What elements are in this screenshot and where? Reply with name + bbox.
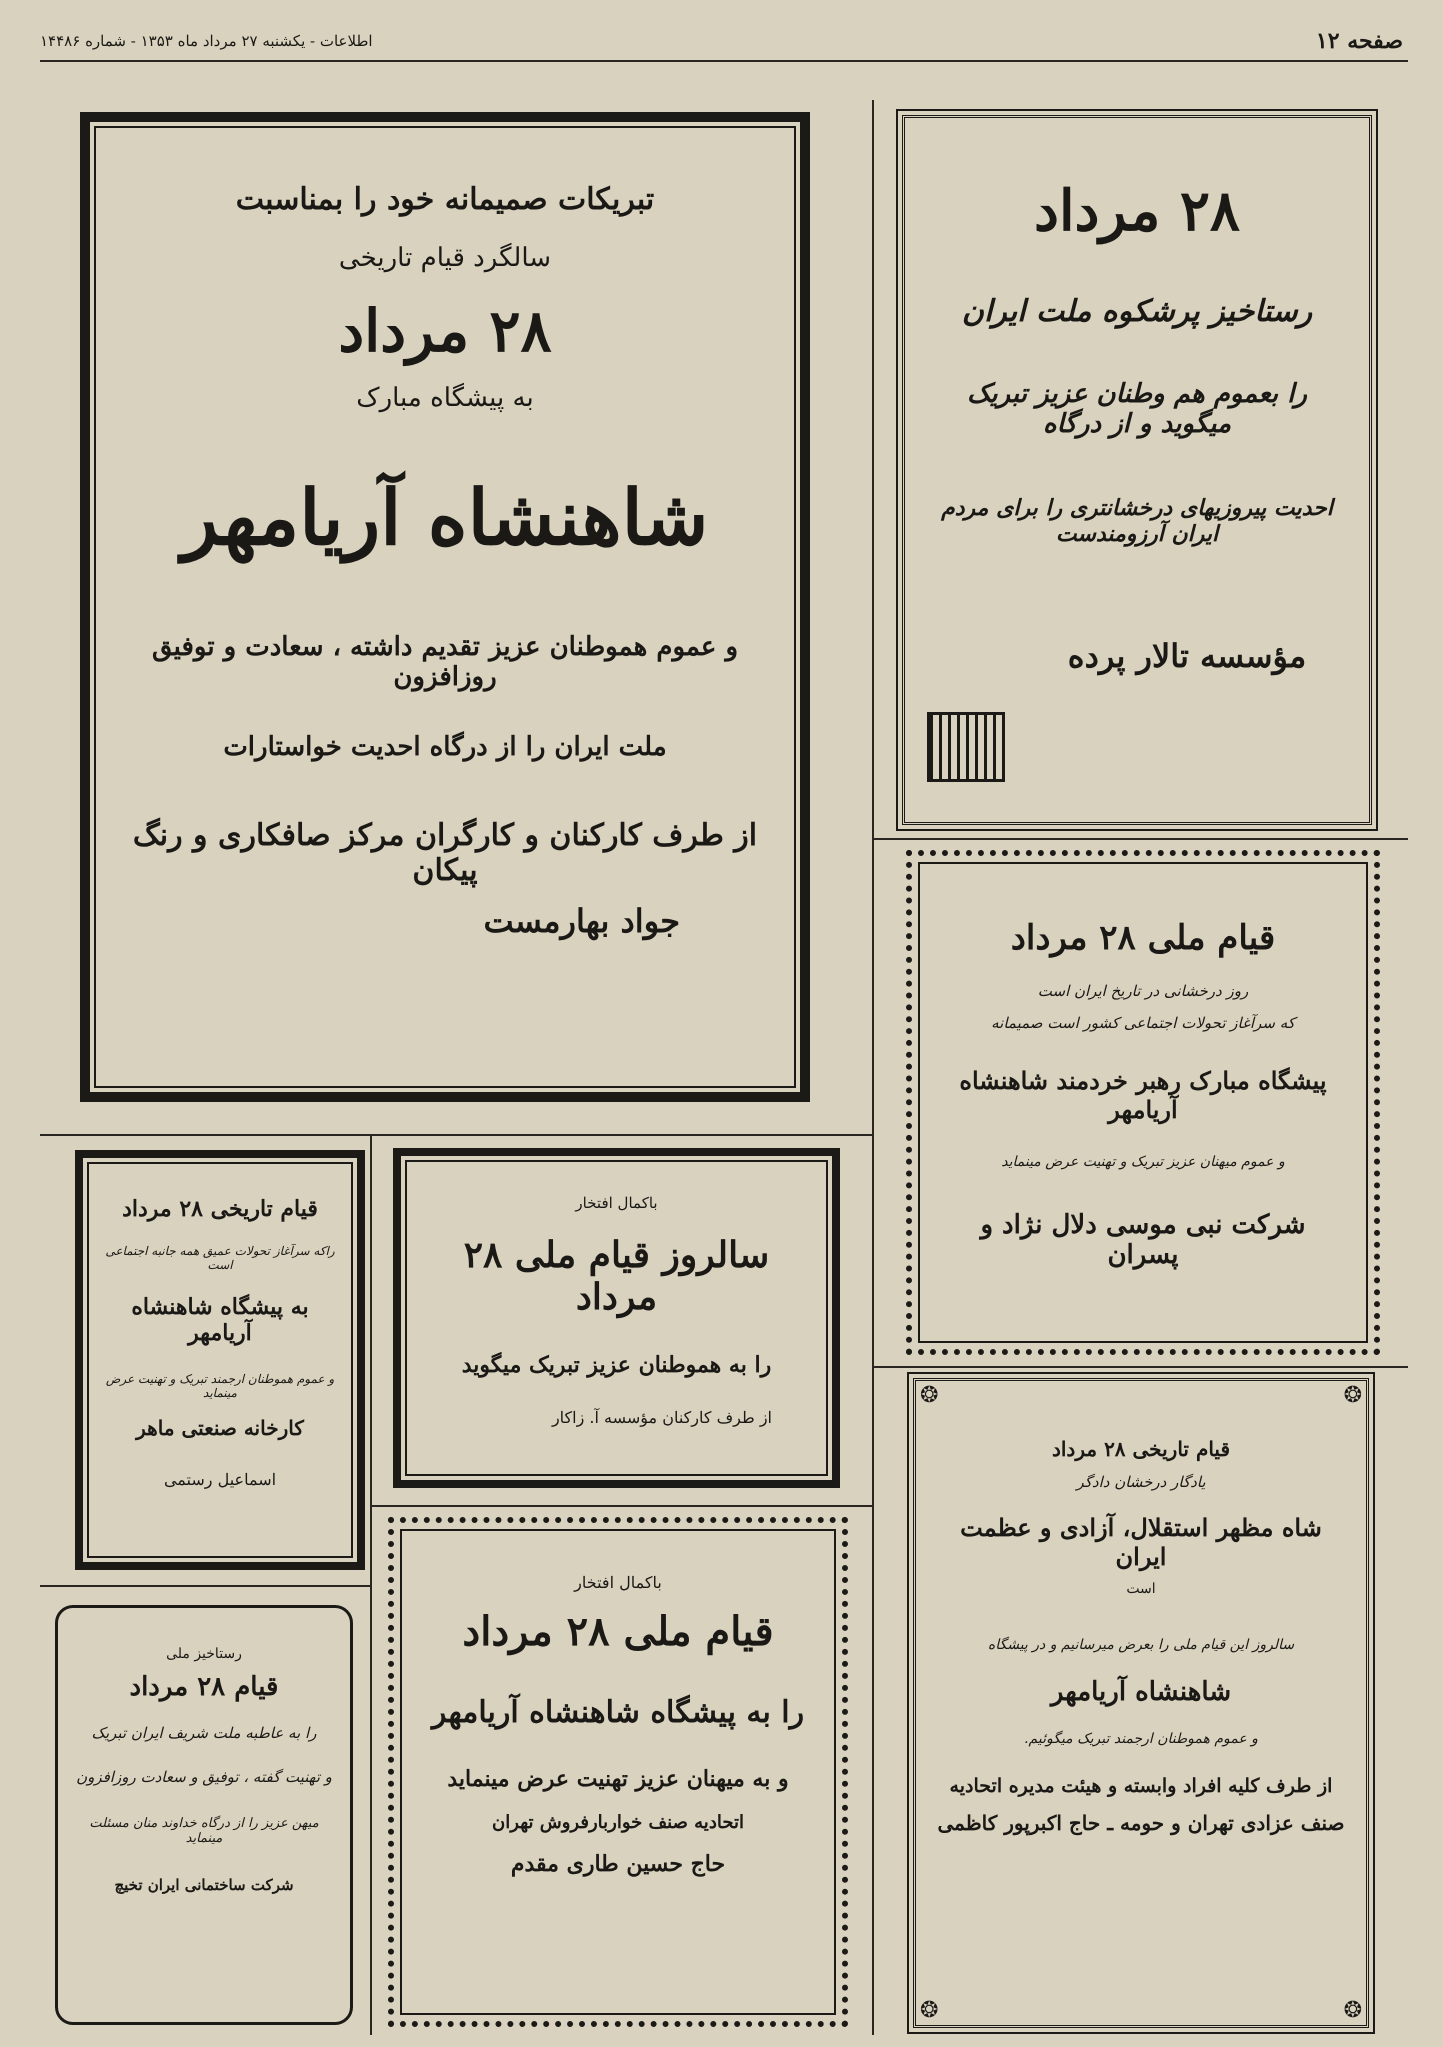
ad1-line1: تبریکات صمیمانه خود را بمناسبت — [235, 182, 655, 217]
ad6-line4: است — [1126, 1581, 1156, 1597]
ad3-line4: پیشگاه مبارک رهبر خردمند شاهنشاه آریامهر — [959, 1066, 1327, 1124]
ad-maher-factory — [75, 1150, 365, 1570]
ad1-line5: شاهنشاه آریامهر — [181, 473, 709, 562]
ad1-line7: ملت ایران را از درگاه احدیت خواستارات — [223, 732, 667, 762]
ad7-line6: شرکت ساختمانی ایران تخیچ — [114, 1876, 294, 1894]
ad2-line1: ۲۸ مرداد — [1034, 178, 1240, 244]
ad-zakar — [393, 1148, 840, 1488]
ad7-line3: را به عاطبه ملت شریف ایران تبریک — [91, 1724, 317, 1742]
ad8-line3: را به پیشگاه شاهنشاه آریامهر — [431, 1695, 805, 1730]
ad2-line4: احدیت پیروزیهای درخشانتری را برای مردم ایران آرزومندست — [941, 495, 1333, 547]
ad6-line2: یادگار درخشان دادگر — [1076, 1473, 1206, 1491]
ad8-line1: باکمال افتخار — [574, 1573, 662, 1592]
header-issue-info: اطلاعات - یکشنبه ۲۷ مرداد ماه ۱۳۵۳ - شماره ۱۴۴۸۶ — [40, 32, 373, 50]
ad3-line2: روز درخشانی در تاریخ ایران است — [1037, 982, 1249, 1000]
ad6-line3: شاه مظهر استقلال، آزادی و عظمت ایران — [960, 1513, 1322, 1571]
mid-rule-left — [370, 1134, 372, 2035]
section-rule-left — [40, 1134, 872, 1136]
ad1-line4: به پیشگاه مبارک — [356, 383, 534, 413]
ad5-line4: از طرف کارکنان مؤسسه آ. زاکار — [551, 1408, 772, 1427]
ad8-line5: اتحادیه صنف خواربارفروش تهران — [492, 1812, 744, 1833]
ad5-line1: باکمال افتخار — [575, 1194, 658, 1212]
ad7-line1: رستاخیز ملی — [166, 1646, 242, 1662]
corner-ornament-icon: ❂ — [920, 1383, 939, 1408]
ad6-line9: صنف عزادی تهران و حومه ـ حاج اکبرپور کاظمی — [937, 1811, 1345, 1835]
ad-iran-construction — [55, 1605, 353, 2025]
ad3-line3: که سرآغاز تحولات اجتماعی کشور است صمیمانه — [991, 1014, 1295, 1032]
ad-aryamehr-greeting — [80, 112, 810, 1102]
ad6-line8: از طرف کلیه افراد وابسته و هیئت مدیره اتحادیه — [949, 1775, 1333, 1797]
ad6-line7: و عموم هموطنان ارجمند تبریک میگوئیم. — [1024, 1731, 1258, 1747]
ad4-line1: قیام تاریخی ۲۸ مرداد — [122, 1196, 318, 1222]
ad8-line4: و به میهنان عزیز تهنیت عرض مینماید — [447, 1766, 789, 1792]
ad6-line6: شاهنشاه آریامهر — [1050, 1677, 1232, 1707]
ad1-line9: جواد بهارمست — [483, 902, 680, 940]
corner-ornament-icon: ❂ — [1343, 1383, 1362, 1408]
ad2-line5: مؤسسه تالار پرده — [1067, 637, 1307, 675]
ad8-line6: حاج حسین طاری مقدم — [510, 1851, 726, 1877]
section-rule-right-2 — [872, 1366, 1408, 1368]
ad7-line4: و تهنیت گفته ، توفیق و سعادت روزافزون — [76, 1768, 332, 1786]
page-number: صفحه ۱۲ — [1315, 28, 1403, 54]
ad1-line3: ۲۸ مرداد — [338, 297, 552, 365]
ad7-line2: قیام ۲۸ مرداد — [129, 1672, 279, 1702]
ad1-line8: از طرف کارکنان و کارگران مرکز صافکاری و رنگ پیکان — [132, 818, 758, 888]
ad-talar-pardeh — [902, 115, 1372, 825]
ad4-line4: و عموم هموطنان ارجمند تبریک و تهنیت عرض مینماید — [105, 1372, 335, 1400]
section-rule-bottom-left — [40, 1585, 370, 1587]
ad4-line2: راکه سرآغاز تحولات عمیق همه جانبه اجتماعی است — [105, 1244, 335, 1272]
ad3-line6: شرکت نبی موسی دلال نژاد و پسران — [980, 1210, 1306, 1270]
main-column-rule — [872, 100, 874, 2035]
ad3-line5: و عموم میهنان عزیز تبریک و تهنیت عرض مینماید — [1001, 1154, 1285, 1170]
ad3-line1: قیام ملی ۲۸ مرداد — [1010, 918, 1276, 958]
top-rule — [40, 60, 1408, 62]
ad1-line2: سالگرد قیام تاریخی — [338, 243, 552, 273]
ad-grocers-union — [388, 1517, 848, 2027]
ad5-line3: را به هموطنان عزیز تبریک میگوید — [461, 1352, 772, 1378]
ad-nabi-mousa — [906, 850, 1380, 1355]
section-rule-right-1 — [872, 838, 1408, 840]
ad6-line1: قیام تاریخی ۲۸ مرداد — [1051, 1437, 1231, 1461]
ad6-line5: سالروز این قیام ملی را بعرض میرسانیم و در پیشگاه — [987, 1637, 1295, 1653]
ad4-line6: اسماعیل رستمی — [163, 1470, 277, 1489]
ad5-line2: سالروز قیام ملی ۲۸ مرداد — [463, 1234, 770, 1318]
corner-ornament-icon: ❂ — [1343, 1998, 1362, 2023]
ad2-line3: را بعموم هم وطنان عزیز تبریک میگوید و از درگاه — [967, 379, 1307, 439]
ad7-line5: میهن عزیز را از درگاه خداوند منان مسئلت مینماید — [89, 1816, 319, 1846]
ad-azadi-union — [913, 1378, 1369, 2028]
ad4-line3: به پیشگاه شاهنشاه آریامهر — [131, 1294, 309, 1346]
ad2-line2: رستاخیز پرشکوه ملت ایران — [961, 294, 1313, 329]
ad1-line6: و عموم هموطنان عزیز تقدیم داشته ، سعادت و توفیق روزافزون — [151, 632, 739, 692]
ad8-line2: قیام ملی ۲۸ مرداد — [462, 1608, 774, 1655]
ad4-line5: کارخانه صنعتی ماهر — [136, 1416, 304, 1440]
corner-ornament-icon: ❂ — [920, 1998, 939, 2023]
talar-pardeh-logo — [927, 712, 1005, 782]
section-rule-bottom-mid — [370, 1505, 872, 1507]
